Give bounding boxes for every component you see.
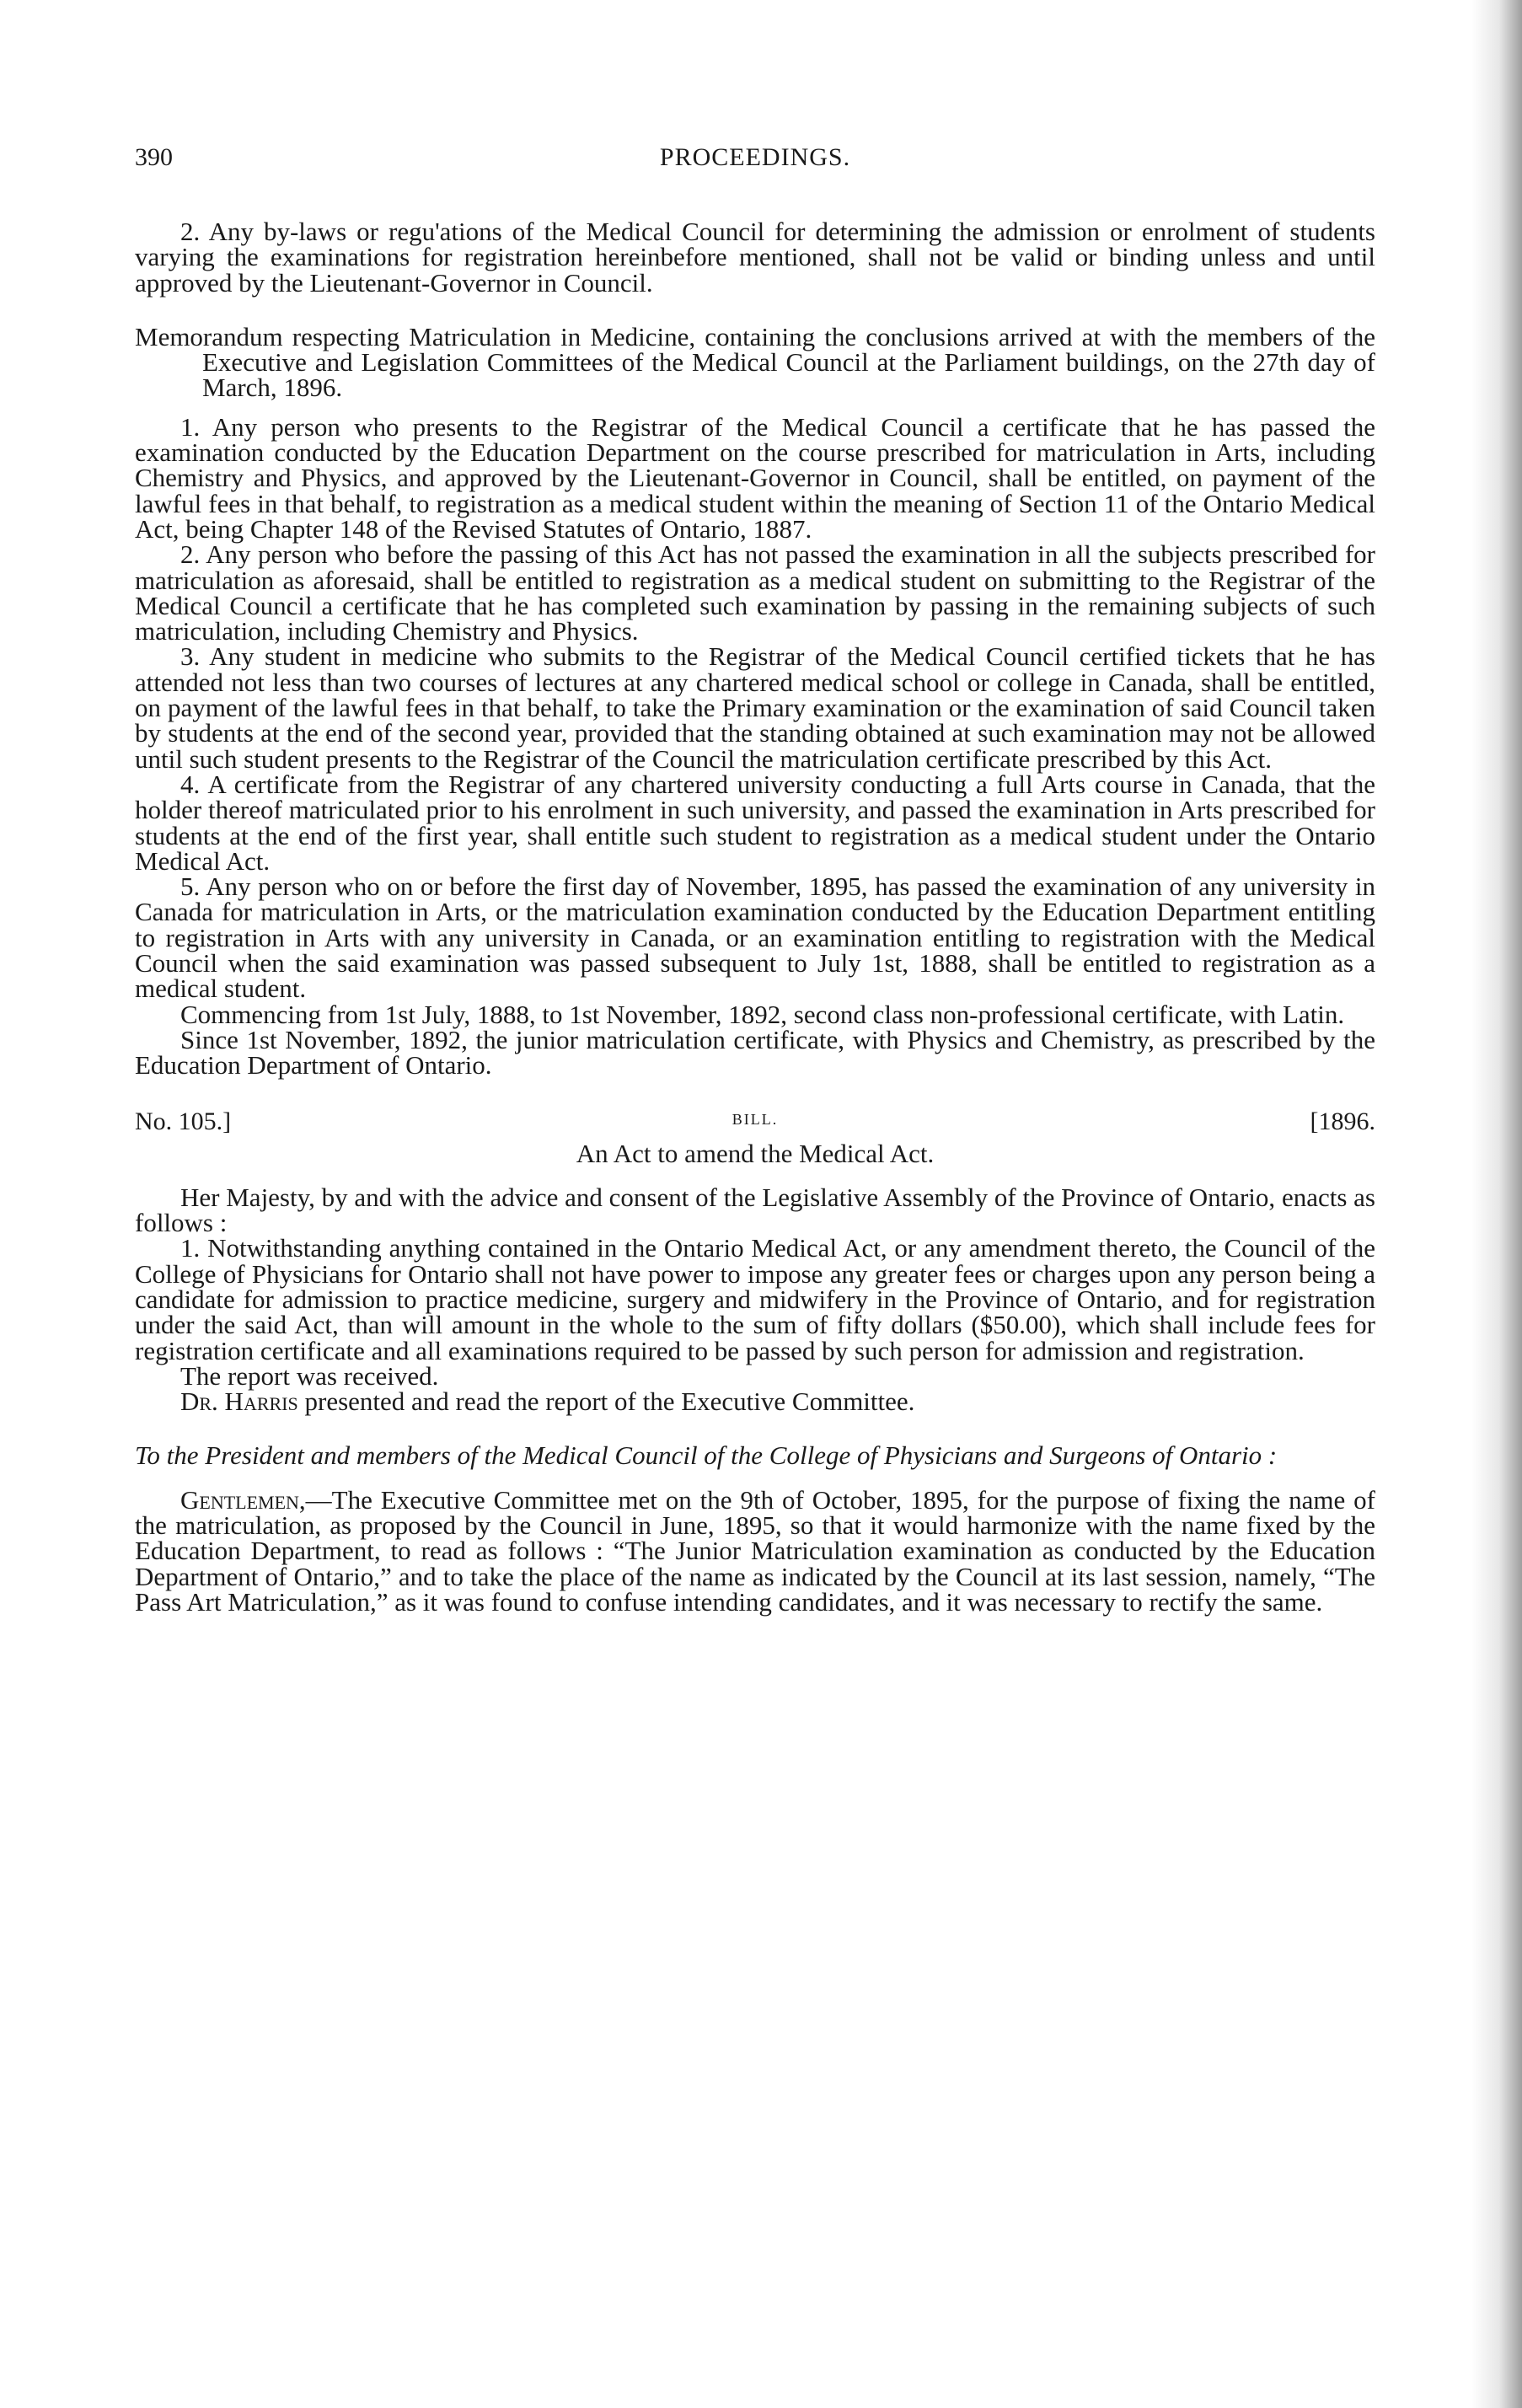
running-title: PROCEEDINGS.	[659, 143, 851, 171]
bill-label: BILL.	[732, 1110, 779, 1128]
bill-number: No. 105.]	[135, 1107, 232, 1135]
memorandum-item-6: Commencing from 1st July, 1888, to 1st November, 1892, second class non-professional certificate, with Latin.	[180, 999, 1345, 1029]
presenter-text: presented and read the report of the Executive Committee.	[297, 1386, 915, 1417]
memorandum-item-3: 3. Any student in medicine who submits to the Registrar of the Medical Council certified tickets that he has attended not less than two courses of lectures at any chartered medical school or college in Canada, shall be entitled, on payment of the lawful fees in that behalf, to take the Primary examination or the examination of said Council taken by students at the end of the second year, provided that the standing obtained at such examination may not be allowed until such student presents to the Registrar of the Council the matriculation certificate prescribed by this Act.	[135, 641, 1375, 774]
memorandum-item-4: 4. A certificate from the Registrar of any chartered university conducting a full Arts course in Canada, that the holder thereof matriculated prior to his enrolment in such university, and passed the examination in Arts prescribed for students at the end of the first year, shall entitle such student to registration as a medical student under the Ontario Medical Act.	[135, 769, 1375, 876]
bylaw-clause-2: 2. Any by-laws or regu'ations of the Medical Council for determining the admission or enrolment of students varying the examinations for registration hereinbefore mentioned, shall not be valid or binding unless and until approved by the Lieutenant-Governor in Council.	[135, 217, 1375, 298]
page-number: 390	[135, 143, 173, 171]
running-header	[135, 143, 1375, 180]
report-address: To the President and members of the Medical Council of the College of Physicians and Surgeons of Ontario :	[135, 1440, 1278, 1471]
presenter-name: Dr. Harris	[180, 1386, 298, 1417]
memorandum-heading: Memorandum respecting Matriculation in Medicine, containing the conclusions arrived at with the members of the Executive and Legislation Committees of the Medical Council at the Parliament buildings, on the 27th day of March, 1896.	[135, 321, 1375, 403]
memorandum-item-7: Since 1st November, 1892, the junior matriculation certificate, with Physics and Chemistry, as prescribed by the Education Department of Ontario.	[135, 1024, 1375, 1081]
enacting-clause: Her Majesty, by and with the advice and consent of the Legislative Assembly of the Province of Ontario, enacts as follows :	[135, 1182, 1375, 1238]
bill-year: [1896.	[1310, 1107, 1375, 1135]
presenter-line	[135, 1386, 1375, 1417]
memorandum-item-5: 5. Any person who on or before the first day of November, 1895, has passed the examination of any university in Canada for matriculation in Arts, or the matriculation examination conducted by the Education Department entitling to registration in Arts with any university in Canada, or an examination entitling to registration with the Medical Council when the said examination was passed subsequent to July 1st, 1888, shall be entitled to registration as a medical student.	[135, 871, 1375, 1004]
memorandum-item-1: 1. Any person who presents to the Registrar of the Medical Council a certificate that he has passed the examination conducted by the Education Department on the course prescribed for matriculation in Arts, including Chemistry and Physics, and approved by the Lieutenant-Governor in Council, shall be entitled, on payment of the lawful fees in that behalf, to registration as a medical student within the meaning of Section 11 of the Ontario Medical Act, being Chapter 148 of the Revised Statutes of Ontario, 1887.	[135, 411, 1375, 544]
report-received: The report was received.	[180, 1360, 439, 1391]
bill-header	[135, 1107, 1375, 1138]
document-page	[135, 143, 1375, 1615]
page-edge-shadow	[1471, 0, 1522, 2408]
memorandum-item-2: 2. Any person who before the passing of this Act has not passed the examination in all the subjects prescribed for matriculation as aforesaid, shall be entitled to registration as a medical student on submitting to the Registrar of the Medical Council a certificate that he has completed such examination by passing in the remaining subjects of such matriculation, including Chemistry and Physics.	[135, 539, 1375, 646]
act-title: An Act to amend the Medical Act.	[576, 1138, 935, 1168]
bill-section-1: 1. Notwithstanding anything contained in the Ontario Medical Act, or any amendment thereto, the Council of the College of Physicians for Ontario shall not have power to impose any greater fees or charges upon any person being a candidate for admission to practice medicine, surgery and midwifery in the Province of Ontario, and for registration under the said Act, than will amount in the whole to the sum of fifty dollars ($50.00), which shall include fees for registration certificate and all examinations required to be passed by such person for admission and registration.	[135, 1233, 1375, 1365]
report-text: —The Executive Committee met on the 9th of October, 1895, for the purpose of fixing the name of the matriculation, as proposed by the Council in June, 1895, so that it would harmonize with the name fixed by the Education Department, to read as follows : “The Junior Matriculation examination as conducted by the Education Department of Ontario,” and to take the place of the name as indicated by the Council at its last session, namely, “The Pass Art Matriculation,” as it was found to confuse intending candidates, and it was necessary to rectify the same.	[135, 1484, 1375, 1617]
report-salutation: Gentlemen,	[180, 1484, 306, 1515]
report-body	[135, 1484, 1375, 1617]
